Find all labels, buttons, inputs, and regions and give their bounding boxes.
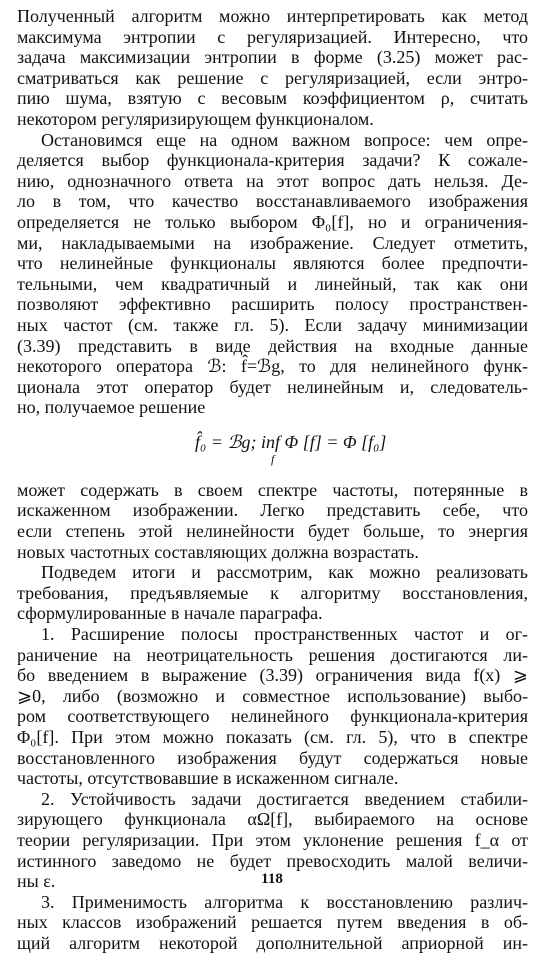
text-line: максимума энтропии с регуляризацией. Интересно, что: [17, 26, 528, 47]
text-line: искаженном изображении. Легко представить себе, что: [17, 500, 528, 521]
paragraph-5: [17, 624, 528, 789]
text-line: раничение на неотрицательность решения достигаются ли-: [17, 644, 528, 665]
text-line: нию, однозначного ответа на этот вопрос дать нельзя. Де-: [17, 170, 528, 191]
text-line: Подведем итоги и рассмотрим, как можно реализовать: [41, 562, 528, 583]
text-line: Полученный алгоритм можно интерпретировать как метод: [17, 6, 528, 26]
paragraph-7: [17, 892, 528, 954]
text-line: теории регуляризации. При этом уклонение решения f_α от: [17, 829, 528, 850]
text-line: Остановимся еще на одном важном вопросе: чем опре-: [41, 129, 528, 150]
text-line: 1. Расширение полосы пространственных частот и ог-: [41, 624, 528, 645]
text-line: истинного заведомо не будет превосходить малой величи-: [17, 850, 528, 871]
text-line: щий алгоритм некоторой дополнительной априорной ин-: [17, 932, 528, 953]
text-line: пию шума, взятую с весовым коэффициентом ρ, считать: [17, 88, 528, 109]
text-line: ⩾0, либо (возможно и совместное использование) выбо-: [17, 685, 528, 706]
text-line: позволяют эффективно расширить полосу пространствен-: [17, 294, 528, 315]
text-line: сматриваться как решение с регуляризацией, если энтро-: [17, 67, 528, 88]
page-body: [17, 6, 528, 954]
text-line: ционала этот оператор будет нелинейным и, следователь-: [17, 376, 528, 397]
paragraph-3: [17, 480, 528, 562]
paragraph-1: [17, 6, 528, 130]
text-line: некотором регуляризирующем функционалом.: [17, 108, 374, 129]
page-number: 118: [261, 871, 283, 887]
text-line: ных классов изображений решается путем введения в об-: [17, 912, 528, 933]
text-line: ло в том, что качество восстанавливаемого изображения: [17, 191, 528, 212]
text-line: если степень этой нелинейности будет больше, то энергия: [17, 521, 528, 542]
text-line: тельными, чем квадратичный и линейный, так как они: [17, 273, 528, 294]
text-line: что нелинейные функционалы являются более предпочти-: [17, 253, 528, 274]
text-line: деляется выбор функционала-критерия задачи? К сожале-: [17, 150, 528, 171]
text-line: сформулированные в начале параграфа.: [17, 603, 323, 624]
text-line: ных частот (см. также гл. 5). Если задачу минимизации: [17, 314, 528, 335]
text-line: новых частотных составляющих должна возрастать.: [17, 541, 419, 562]
paragraph-2: [17, 130, 528, 418]
text-line: 3. Применимость алгоритма к восстановлению различ-: [41, 891, 528, 912]
paragraph-4: [17, 562, 528, 624]
text-line: некоторого оператора ℬ: f̂=ℬg, то для нелинейного функ-: [17, 356, 528, 377]
text-line: но, получаемое решение: [17, 397, 206, 418]
text-line: зирующего функционала αΩ[f], выбираемого на основе: [17, 809, 528, 830]
text-line: ми, накладываемыми на изображение. Следует отметить,: [17, 232, 528, 253]
text-line: 2. Устойчивость задачи достигается введением стабили-: [41, 788, 528, 809]
text-line: Φ₀[f]. При этом можно показать (см. гл. 5), что в спектре: [17, 727, 528, 747]
text-line: задача максимизации энтропии в форме (3.25) может рас-: [17, 47, 528, 68]
text-line: бо введением в выражение (3.39) ограничения вида f(x) ⩾: [17, 665, 528, 686]
text-line: частоты, отсутствовавшие в искаженном сигнале.: [17, 768, 399, 789]
text-line: требования, предъявляемые к алгоритму восстановления,: [17, 582, 528, 603]
text-line: может содержать в своем спектре частоты, потерянные в: [17, 479, 528, 500]
text-line: ром соответствующего нелинейного функционала-критерия: [17, 706, 528, 727]
text-line: определяется не только выбором Φ₀[f], но и ограничения-: [17, 211, 528, 232]
text-line: (3.39) представить в виде действия на входные данные: [17, 335, 528, 356]
text-line: ны ε.: [17, 871, 56, 892]
display-formula: [17, 422, 528, 474]
text-line: восстановленного изображения будут содержаться новые: [17, 747, 528, 768]
formula-expression: f̂₀ = ℬg; inf Φ [f] = Φ [f₀]: [195, 431, 387, 452]
formula-subscript: f: [271, 451, 275, 466]
